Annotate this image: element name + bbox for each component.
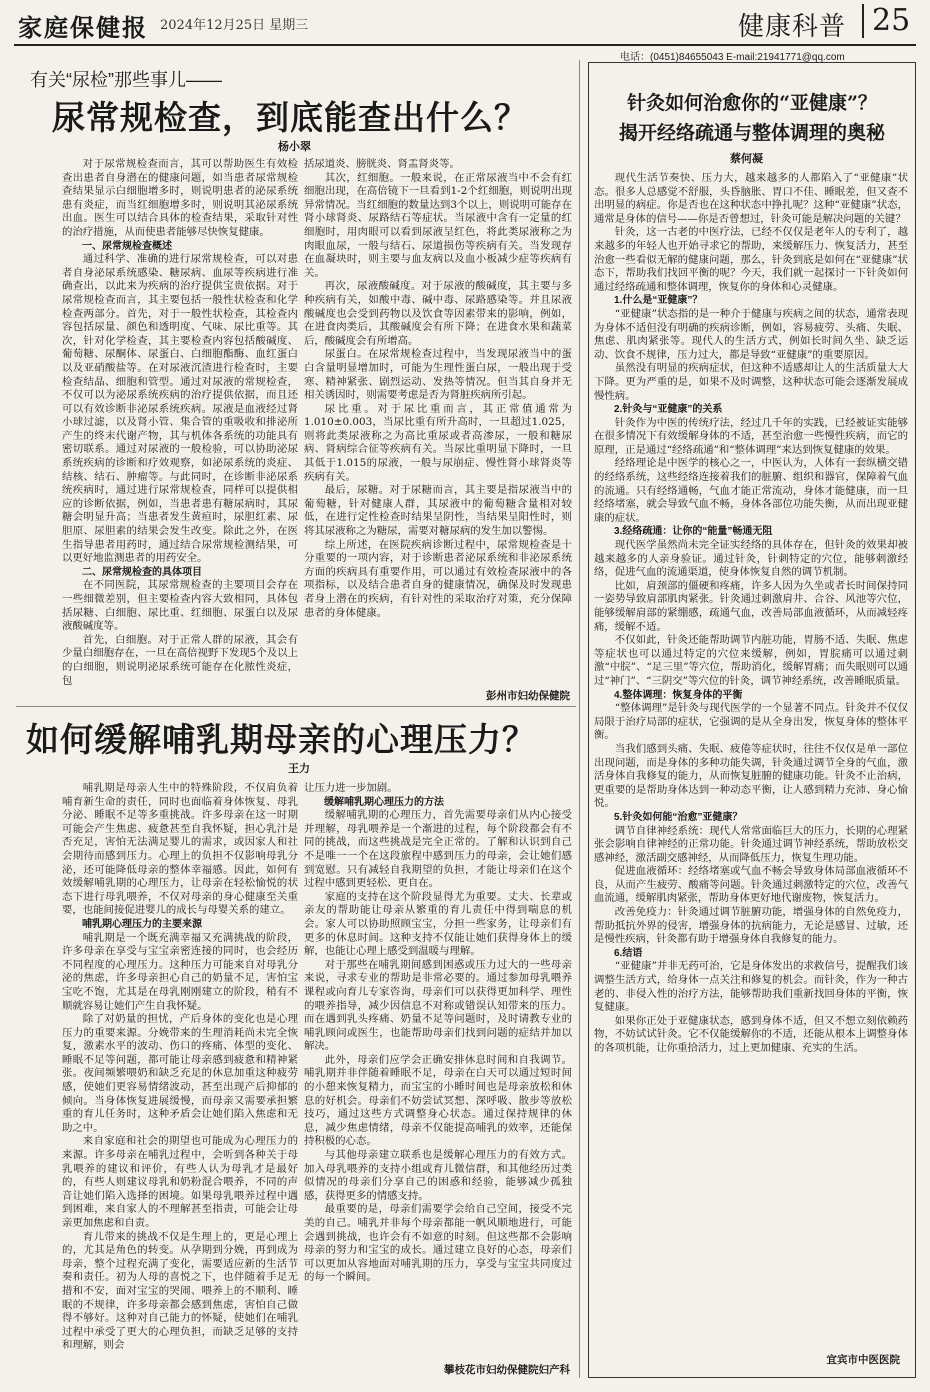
subheading: 4.整体调理：恢复身体的平衡	[614, 689, 743, 701]
paragraph: 来自家庭和社会的期望也可能成为心理压力的来源。许多母亲在哺乳过程中，会听到各种关于母乳喂养的建议和评价，有些人认为母乳才是最好的，有些人则建议母乳和奶粉混合喂养，不同的声音让她们陷入选择的困境。如果母乳喂养过程中遇到困难，来自家人的不理解甚至指责，可能会让母亲更加焦虑和自责。	[62, 1135, 298, 1229]
header-rule	[14, 44, 916, 46]
newspaper-title: 家庭保健报	[18, 13, 148, 42]
a2-column-2	[304, 782, 572, 1360]
subheading: 2.针灸与“亚健康”的关系	[614, 404, 723, 416]
subheading: 一、尿常规检查概述	[82, 240, 172, 252]
paragraph: 尿蛋白。在尿常规检查过程中，当发现尿液当中的蛋白含量明显增加时，可能为生理性蛋白尿，一般出现于受寒、精神紧张、剧烈运动、发热等情况。但当其自身并无相关诱因时，则需要考虑是否为肾脏疾病所引起。	[304, 348, 572, 402]
section-title: 健康科普	[738, 12, 847, 42]
paragraph: 家庭的支持在这个阶段显得尤为重要。丈夫、长辈或亲友的帮助能让母亲从繁重的育儿责任中得到喘息的机会。家人可以协助照顾宝宝，分担一些家务，让母亲们有更多的休息时间。这种支持不仅能让她们获得身体上的缓解，也能让心理上感受到温暖与理解。	[304, 890, 572, 958]
a1-author: 杨小翠	[278, 140, 311, 153]
paragraph: 首先，白细胞。对于正常人群的尿液，其会有少量白细胞存在，一旦在高倍视野下发现5个及以上的白细胞，则说明泌尿系统可能存在化脓性炎症，包	[62, 633, 298, 687]
masthead	[0, 0, 930, 46]
subheading: 1.什么是“亚健康”？	[614, 295, 703, 307]
paragraph: 通过科学、准确的进行尿常规检查，可以对患者自身泌尿系统感染、糖尿病、血尿等疾病进行准确查出，以此来为疾病的治疗提供宝贵依据。对于尿常规检查而言，其主要包括一般性状检查和化学检查两部分。首先，对于一般性状检查，其检查内容包括尿量、颜色和透明度、气味、尿比重等。其次，针对化学检查，其主要检查内容包括酸碱度、葡萄糖、尿酮体、尿蛋白、白细胞酯酶、血红蛋白以及亚硝酸盐等。在对尿液沉渣进行检查时，主要检查结晶、细胞和管型。通过对尿液的常规检查，不仅可以为泌尿系统疾病的治疗提供依据，而且还可以有效诊断非泌尿系统疾病。尿液是血液经过肾小球过滤，以及肾小管、集合管的重吸收和排泌所产生的终末代谢产物，其与机体各系统的功能具有密切联系。通过对尿液的一般检验，可以协助泌尿系统疾病的诊断和疗效观察，如泌尿系统的炎症、结核、结石、肿瘤等。与此同时，在诊断非泌尿系统疾病时，通过进行尿常规检查，同样可以提供相应的诊断依据，例如，当患者患有糖尿病时，其尿糖会明显升高；当患者发生黄疸时，尿胆红素、尿胆原、尿胆素的结果会发生改变。除此之外，在医生指导患者用药时，通过结合尿常规检测结果，可以更好地监测患者的用药安全。	[62, 253, 298, 565]
subheading: 二、尿常规检查的具体项目	[82, 566, 202, 578]
a3-body	[594, 172, 908, 1342]
paragraph: 最后，尿糖。对于尿糖而言，其主要是指尿液当中的葡萄糖，针对健康人群，其尿液中的葡萄糖含量相对较低，在进行定性检查时结果呈阴性，当结果呈阳性时，则将其尿液称之为糖尿，需要对糖尿病的发生加以警惕。	[304, 484, 572, 538]
subheading: 3.经络疏通：让你的“能量”畅通无阻	[614, 526, 773, 538]
paragraph: 其次，红细胞。一般来说，在正常尿液当中不会有红细胞出现，在高倍镜下一旦看到1-2个红细胞，则说明出现异常情况。当红细胞的数量达到3个以上，则说明可能存在肾小球肾炎、尿路结石等症状。当尿液中含有一定量的红细胞时，用肉眼可以看到尿液呈红色，将此类尿液称之为肉眼血尿，一般与结石、尿道损伤等疾病有关。当发现存在血凝块时，则主要与血友病以及血小板减少症等疾病有关。	[304, 171, 572, 279]
subheading: 6.结语	[614, 947, 643, 959]
paragraph: 针灸，这一古老的中医疗法，已经不仅仅是老年人的专利了，越来越多的年轻人也开始寻求它的帮助，来缓解压力、恢复活力，甚至治愈一些看似无解的健康问题，那么，针灸到底是如何在“亚健康”状态下，帮助我们找回平衡的呢？今天，我们就一起探讨一下针灸如何通过经络疏通和整体调理，恢复你的身体和心灵健康。	[594, 226, 908, 293]
a2-organization: 攀枝花市妇幼保健院妇产科	[444, 1364, 570, 1376]
a2-author: 王力	[288, 762, 310, 775]
paragraph: “亚健康”状态指的是一种介于健康与疾病之间的状态，通常表现为身体不适但没有明确的疾病诊断，例如，容易疲劳、头痛、失眠、焦虑、肌肉紧张等。现代人的生活方式，例如长时间久坐、缺乏运动、饮食不规律，压力过大，都是导致“亚健康”的重要原因。	[594, 307, 908, 361]
paragraph: 现代医学虽然尚未完全证实经络的具体存在，但针灸的效果却被越来越多的人亲身验证。通过针灸，针刺特定的穴位，能够刺激经络，促进气血的流通渠道，使身体恢复自然的调节机制。	[594, 539, 908, 579]
subheading: 缓解哺乳期心理压力的方法	[324, 796, 444, 808]
a3-organization: 宜宾市中医医院	[826, 1354, 900, 1366]
paragraph: 针灸作为中医的传统疗法，经过几千年的实践，已经被证实能够在很多情况下有效缓解身体的不适，甚至治愈一些慢性疾病，而它的原理，正是通过“经络疏通”和“整体调理”来达到恢复健康的效果。	[594, 416, 908, 456]
paragraph: 综上所述，在医院疾病诊断过程中，尿常规检查是十分重要的一项内容，对于诊断患者泌尿系统和非泌尿系统方面的疾病具有重要作用，可以通过有效检查尿液中的各项指标，以及结合患者自身的健康情况，确保及时发现患者身上潜在的疾病，有针对性的采取治疗对策，充分保障患者的身体健康。	[304, 538, 572, 619]
paragraph: 括尿道炎、膀胱炎、肾盂肾炎等。	[304, 158, 460, 170]
paragraph: 再次，尿液酸碱度。对于尿液的酸碱度，其主要与多种疾病有关，如酸中毒、碱中毒、尿路感染等。并且尿液酸碱度也会受到药物以及饮食等因素带来的影响，例如，在进食肉类后，其酸碱度会有所下降；在进食水果和蔬菜后，酸碱度会有所增高。	[304, 280, 572, 347]
paragraph: 在不同医院，其尿常规检查的主要项目会存在一些细微差别，但主要检查内容大致相同，具体包括尿糖、白细胞、尿比重、红细胞、尿蛋白以及尿液酸碱度等。	[62, 579, 298, 633]
a2-column-1	[62, 782, 298, 1360]
a3-author: 蔡何凝	[730, 152, 763, 165]
subheading: 5.针灸如何能“治愈”亚健康？	[614, 811, 743, 823]
paragraph: 当我们感到头痛、失眠、疲倦等症状时，往往不仅仅是单一部位出现问题，而是身体的多种功能失调，针灸通过调节全身的气血，激活身体自我修复的能力，从而恢复脏腑的健康功能。针灸不止治病，更重要的是帮助身体达到一种动态平衡，让人感到精力充沛、身心愉悦。	[594, 742, 908, 810]
paragraph: “亚健康”并非无药可治，它是身体发出的求救信号，提醒我们该调整生活方式，给身体一点关注和修复的机会。而针灸，作为一种古老的、非侵入性的治疗方法，能够帮助我们重新找回身体的平衡，恢复健康。	[594, 960, 908, 1014]
paragraph: 对于尿常规检查而言，其可以帮助医生有效检查出患者自身潜在的健康问题，如当患者尿常规检查结果显示白细胞增多时，则说明患者的泌尿系统患有炎症，而当红细胞增多时，则说明其泌尿系统出血。医生可以结合具体的检查结果，采取针对性的治疗措施，从而使患者能够尽快恢复健康。	[62, 158, 298, 238]
paragraph: 调节自律神经系统：现代人常常面临巨大的压力，长期的心理紧张会影响自律神经的正常功能。针灸通过调节神经系统，帮助放松交感神经，激活副交感神经，从而降低压力，恢复生理功能。	[594, 824, 908, 864]
a3-title-1: 针灸如何治愈你的“亚健康”？	[627, 92, 877, 114]
paragraph: 如果你正处于亚健康状态，感到身体不适，但又不想立刻依赖药物，不妨试试针灸。它不仅能缓解你的不适，还能从根本上调整身体的各项机能，让你重拾活力，过上更加健康、充实的生活。	[594, 1014, 908, 1054]
paragraph: 尿比重。对于尿比重而言，其正常值通常为1.010±0.003，当尿比重有所升高时，一旦超过1.025，则将此类尿液称之为高比重尿或者高渗尿，一般和糖尿病、肾病综合征等疾病有关。当尿比重明显下降时，一旦其低于1.015的尿液，一般与尿崩症、慢性肾小球肾炎等疾病有关。	[304, 402, 572, 483]
paragraph: 此外，母亲们应学会正确安排休息时间和自我调节。哺乳期并非伴随着睡眠不足，母亲在白天可以通过短时间的小憩来恢复精力，而宝宝的小睡时间也是母亲放松和休息的好机会。母亲们不妨尝试冥想、深呼吸、散步等放松技巧，通过这些方式调整身心状态。通过保持规律的休息，减少焦虑情绪，母亲不仅能提高哺乳的效率，还能保持积极的心态。	[304, 1053, 572, 1148]
a1-title: 尿常规检查，到底能查出什么？	[52, 98, 528, 137]
column-divider	[579, 60, 580, 1378]
a3-title-2: 揭开经络疏通与整体调理的奥秘	[618, 122, 885, 144]
paragraph: 让压力进一步加剧。	[304, 782, 398, 794]
a1-column-1	[62, 158, 298, 687]
paragraph: 经络理论是中医学的核心之一，中医认为，人体有一套纵横交错的经络系统，这些经络连接着我们的脏腑、组织和器官，保障着气血的流通。只有经络通畅，气血才能正常流动，身体才能健康，而一旦经络堵塞，就会导致气血不畅，身体各部位功能失衡，从而出现亚健康的症状。	[594, 457, 908, 524]
page-number: 25	[862, 4, 910, 38]
paragraph: 现代生活节奏快、压力大，越来越多的人都陷入了“亚健康”状态。很多人总感觉不舒服，头昏脑胀、胃口不佳、睡眠差，但又查不出明显的病症。你是否也在这种状态中挣扎呢？这种“亚健康”状态，通常是身体的信号——你是否曾想过，针灸可能是解决问题的关键？	[594, 172, 908, 225]
issue-date: 2024年12月25日 星期三	[160, 18, 309, 33]
paragraph: 对于那些在哺乳期间感到困惑或压力过大的一些母亲来说，寻求专业的帮助是非常必要的。通过参加母乳喂养课程或向育儿专家咨询，母亲们可以获得更加科学、理性的喂养指导，减少因信息不对称或错误认知带来的压力。而在遇到乳头疼痛、奶量不足等问题时，及时请教专业的哺乳顾问或医生，也能帮助母亲们找到问题的症结并加以解决。	[304, 958, 572, 1053]
paragraph: 除了对奶量的担忧，产后身体的变化也是心理压力的重要来源。分娩带来的生理消耗尚未完全恢复，激素水平的波动、伤口的疼痛、体型的变化、睡眠不足等问题，都可能让母亲感到疲惫和精神紧张。夜间频繁喂奶和缺乏充足的休息加重这种疲劳感，使她们更容易情绪波动，甚至出现产后抑郁的倾向。当身体恢复进展缓慢，而母亲又需要承担繁重的育儿任务时，这种矛盾会让她们陷入焦虑和无助之中。	[62, 1013, 298, 1134]
a2-title: 如何缓解哺乳期母亲的心理压力？	[26, 720, 536, 759]
paragraph: 缓解哺乳期的心理压力，首先需要母亲们从内心接受并理解，母乳喂养是一个渐进的过程，每个阶段都会有不同的挑战，而这些挑战是完全正常的。了解和认识到自己不是唯一一个在这段旅程中感到压力的母亲，会让她们感到宽慰。只有减轻自我期望的负担，才能让母亲们在这个过程中感到更轻松、更自在。	[304, 809, 572, 890]
contact-info: 电话：(0451)84655043 E-mail:21941771@qq.com	[620, 52, 845, 63]
paragraph: 不仅如此，针灸还能帮助调节内脏功能，胃肠不适、失眠、焦虑等症状也可以通过特定的穴位来缓解，例如，胃脘痛可以通过刺激“中脘”、“足三里”等穴位，帮助消化，缓解胃痛；而失眠则可以通过“神门”、“三阴交”等穴位的针灸，调节神经系统，改善睡眠质量。	[594, 634, 908, 687]
paragraph: 促进血液循环：经络堵塞或气血不畅会导致身体局部血液循环不良，从而产生疲劳、酸痛等问题。针灸通过刺激特定的穴位，改善气血流通，缓解肌肉紧张，帮助身体更好地代谢废物，恢复活力。	[594, 865, 908, 905]
paragraph: 改善免疫力：针灸通过调节脏腑功能，增强身体的自然免疫力，帮助抵抗外界的侵害，增强身体的抗病能力，无论是感冒、过敏，还是慢性疾病，针灸都有助于增强身体自我修复的能力。	[594, 906, 908, 946]
a1-organization: 彭州市妇幼保健院	[486, 690, 570, 702]
article-divider	[16, 706, 576, 707]
a1-column-2	[304, 158, 572, 678]
paragraph: 最重要的是，母亲们需要学会给自己空间，接受不完美的自己。哺乳并非每个母亲都能一帆风顺地进行，可能会遇到挑战，也许会有不如意的时刻。但这些都不会影响母亲的努力和宝宝的成长。通过建立良好的心态，母亲们可以更加从容地面对哺乳期的压力，享受与宝宝共同度过的每一个瞬间。	[304, 1203, 572, 1284]
paragraph: 哺乳期是一个既充满幸福又充满挑战的阶段，许多母亲在享受与宝宝亲密连接的同时，也会经历不同程度的心理压力。这种压力可能来自对母乳分泌的焦虑，许多母亲担心自己的奶量不足，害怕宝宝吃不饱，尤其是在母乳刚刚建立的阶段，稍有不顺就容易让她们产生自我怀疑。	[62, 931, 298, 1012]
a1-kicker: 有关“尿检”那些事儿——	[30, 70, 222, 90]
paragraph: 育儿带来的挑战不仅是生理上的，更是心理上的，尤其是角色的转变。从孕期到分娩，再到成为母亲，整个过程充满了变化，需要适应新的生活节奏和责任。初为人母的喜悦之下，也伴随着手足无措和不安，面对宝宝的哭闹、喂养上的不顺利、睡眠的不规律，许多母亲都会感到焦虑，害怕自己做得不够好。这种对自己能力的怀疑，使她们在哺乳过程中承受了更大的心理负担，而缺乏足够的支持和理解，则会	[62, 1230, 298, 1352]
paragraph: 哺乳期是母亲人生中的特殊阶段，不仅肩负着哺育新生命的责任，同时也面临着身体恢复、母乳分泌、睡眠不足等多重挑战。许多母亲在这一时期可能会产生焦虑、疲惫甚至自我怀疑，担心乳汁是否充足，害怕无法满足婴儿的需求，或因家人和社会期待而感到压力。心理上的负担不仅影响母乳分泌，还可能降低母亲的整体幸福感。因此，如何有效缓解哺乳期的心理压力，让母亲在轻松愉悦的状态下进行母乳喂养，不仅对母亲的身心健康至关重要，也能间接促进婴儿的成长与母婴关系的建立。	[62, 782, 298, 917]
paragraph: “整体调理”是针灸与现代医学的一个显著不同点。针灸并不仅仅局限于治疗局部的症状，它强调的是从全身出发，恢复身体的整体平衡。	[594, 702, 908, 742]
subheading: 哺乳期心理压力的主要来源	[82, 918, 202, 930]
paragraph: 虽然没有明显的疾病症状，但这种不适感却让人的生活质量大大下降。更为严重的是，如果不及时调整，这种状态可能会逐渐发展成慢性病。	[594, 362, 908, 402]
paragraph: 比如，肩颈部的僵硬和疼痛，许多人因为久坐或者长时间保持同一姿势导致肩部肌肉紧张。针灸通过刺激肩井、合谷、风池等穴位，能够缓解肩部的紧绷感，疏通气血，改善局部血液循环，从而减轻疼痛，缓解不适。	[594, 579, 908, 633]
paragraph: 与其他母亲建立联系也是缓解心理压力的有效方式。加入母乳喂养的支持小组或育儿微信群，和其他经历过类似情况的母亲们分享自己的困惑和经验，能够减少孤独感，获得更多的情感支持。	[304, 1149, 572, 1202]
